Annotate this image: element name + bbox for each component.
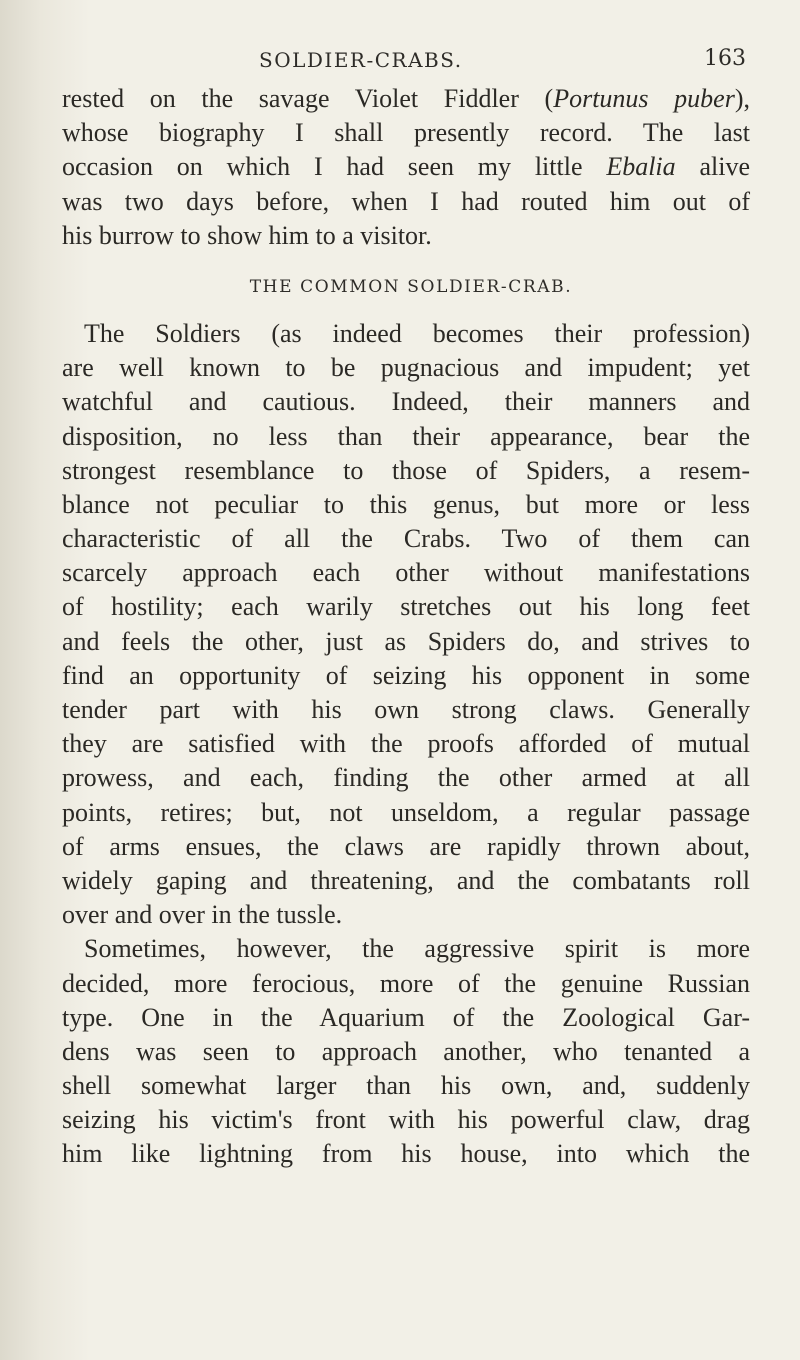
- text-line: points, retires; but, not unseldom, a regular passage: [62, 797, 750, 827]
- text-line: find an opportunity of seizing his opponent in some: [62, 660, 750, 690]
- text-line: of arms ensues, the claws are rapidly thrown about,: [62, 831, 750, 861]
- text-span: was two days before, when I had routed him out of: [62, 186, 750, 216]
- running-title: SOLDIER-CRABS.: [259, 48, 463, 72]
- text-line: are well known to be pugnacious and impudent; yet: [62, 353, 750, 383]
- text-line: [62, 185, 750, 219]
- text-line: disposition, no less than their appearance, bear the: [62, 421, 750, 451]
- text-span: alive: [675, 152, 750, 182]
- text-line: dens was seen to approach another, who tenanted a: [62, 1036, 750, 1066]
- text-line: tender part with his own strong claws. Generally: [62, 695, 750, 724]
- text-line: him like lightning from his house, into which the: [62, 1139, 750, 1169]
- text-line: of hostility; each warily stretches out his long feet: [62, 592, 750, 622]
- text-line: blance not peculiar to this genus, but more or less: [62, 489, 750, 519]
- text-line: scarcely approach each other without manifestations: [62, 558, 750, 588]
- text-line: decided, more ferocious, more of the genuine Russian: [62, 968, 750, 998]
- species-name-portunus: Portunus puber: [553, 84, 735, 113]
- text-line: Sometimes, however, the aggressive spirit is more: [84, 934, 750, 964]
- text-line: widely gaping and threatening, and the combatants roll: [62, 865, 750, 895]
- text-line: they are satisfied with the proofs afforded of mutual: [62, 729, 750, 759]
- text-line: [62, 116, 750, 150]
- text-line: The Soldiers (as indeed becomes their profession): [84, 318, 750, 348]
- body-text: [62, 82, 750, 1172]
- text-line: [62, 219, 750, 253]
- section-heading: THE COMMON SOLDIER-CRAB.: [249, 276, 573, 297]
- text-line: characteristic of all the Crabs. Two of them can: [62, 524, 750, 554]
- text-span: whose biography I shall presently record. The last: [62, 118, 750, 148]
- species-name-ebalia: Ebalia: [606, 152, 676, 182]
- text-line: [62, 82, 750, 116]
- page-number: 163: [704, 46, 746, 71]
- text-span: rested on the savage Violet Fiddler (: [62, 84, 554, 113]
- text-line: watchful and cautious. Indeed, their manners and: [62, 387, 750, 417]
- text-line: prowess, and each, finding the other armed at all: [62, 763, 750, 793]
- text-line: [62, 150, 750, 184]
- text-span: ),: [734, 84, 751, 113]
- text-line: strongest resemblance to those of Spiders, a resem-: [62, 455, 750, 485]
- paragraph-1: [62, 82, 750, 253]
- paragraph-3: [62, 932, 750, 1171]
- text-line: seizing his victim's front with his powerful claw, drag: [62, 1105, 750, 1135]
- paragraph-2: [62, 317, 750, 932]
- text-line: over and over in the tussle.: [62, 900, 343, 930]
- text-line: and feels the other, just as Spiders do, and strives to: [62, 626, 750, 656]
- text-span: occasion on which I had seen my little: [62, 152, 607, 182]
- text-line: type. One in the Aquarium of the Zoological Gar-: [62, 1002, 750, 1032]
- text-span: his burrow to show him to a visitor.: [62, 220, 432, 250]
- text-line: shell somewhat larger than his own, and, suddenly: [62, 1071, 750, 1101]
